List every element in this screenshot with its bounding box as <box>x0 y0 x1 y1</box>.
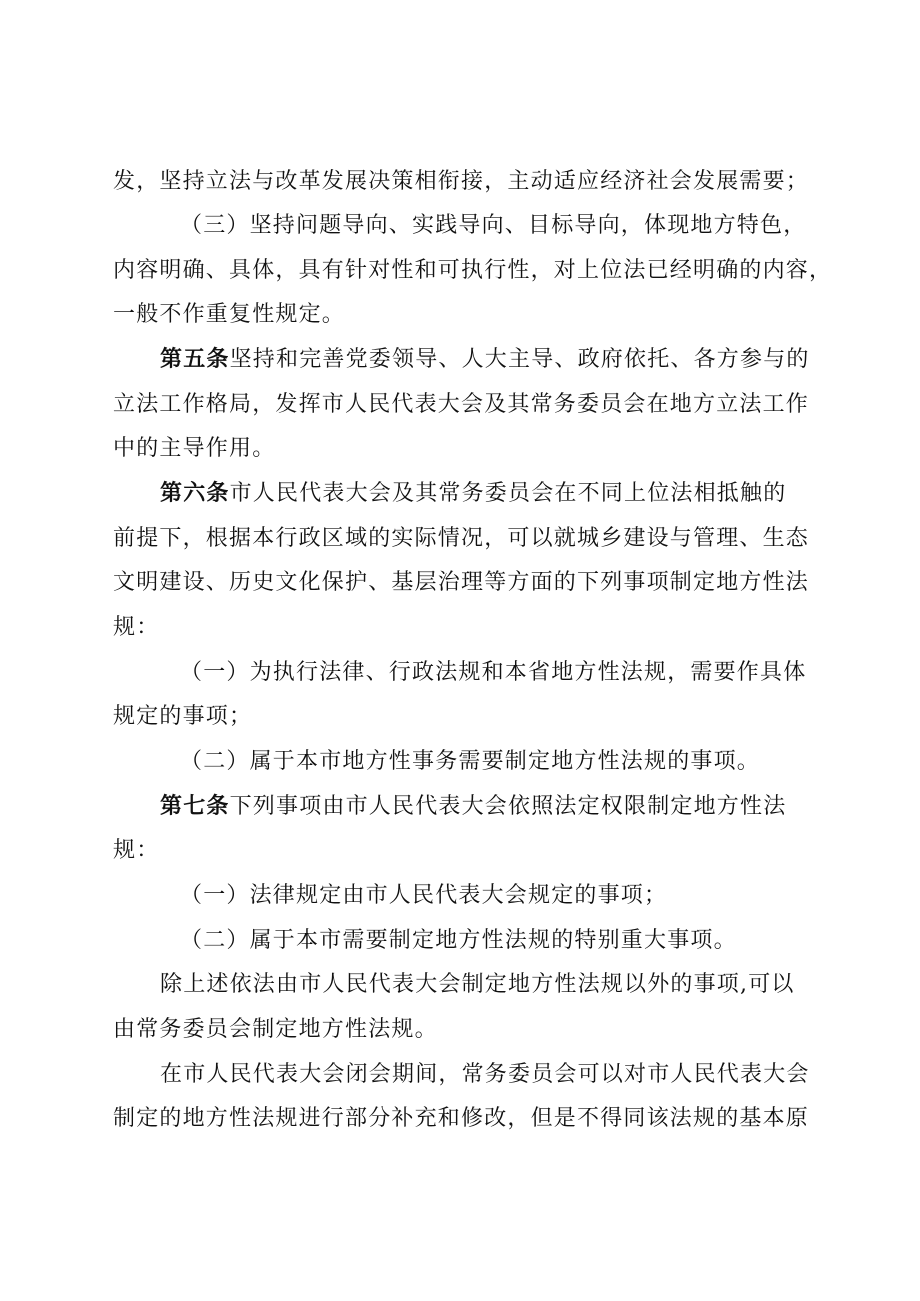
text-line: 由常务委员会制定地方性法规。 <box>113 1017 438 1042</box>
article-5-line <box>160 345 860 375</box>
text-line: 文明建设、历史文化保护、基层治理等方面的下列事项制定地方性法 <box>113 570 810 595</box>
article-7-text: 下列事项由市人民代表大会依照法定权限制定地方性法 <box>229 794 787 819</box>
text-line: 规定的事项； <box>113 704 253 729</box>
article-7-label: 第七条 <box>160 794 230 819</box>
article-6-label: 第六条 <box>160 481 230 506</box>
article-5-text: 坚持和完善党委领导、人大主导、政府依托、各方参与的 <box>229 347 810 372</box>
text-line: 除上述依法由市人民代表大会制定地方性法规以外的事项,可以 <box>160 972 795 997</box>
text-line: 制定的地方性法规进行部分补充和修改，但是不得同该法规的基本原 <box>113 1106 810 1131</box>
text-line: 中的主导作用。 <box>113 436 276 461</box>
article-7-line <box>160 792 860 822</box>
text-line: 规： <box>113 615 160 640</box>
text-line: 规： <box>113 838 160 863</box>
clause-item-1: （一）为执行法律、行政法规和本省地方性法规，需要作具体 <box>180 660 807 685</box>
article-5-label: 第五条 <box>160 347 230 372</box>
article-6-line <box>160 479 860 509</box>
text-line: 发，坚持立法与改革发展决策相衔接，主动适应经济社会发展需要； <box>113 169 810 194</box>
text-line: 内容明确、具体，具有针对性和可执行性，对上位法已经明确的内容， <box>113 258 833 283</box>
text-line: 一般不作重复性规定。 <box>113 302 346 327</box>
text-line: 前提下，根据本行政区域的实际情况，可以就城乡建设与管理、生态 <box>113 526 810 551</box>
clause-item-2: （二）属于本市地方性事务需要制定地方性法规的事项。 <box>180 749 761 774</box>
clause-item-2: （二）属于本市需要制定地方性法规的特别重大事项。 <box>180 928 737 953</box>
article-6-text: 市人民代表大会及其常务委员会在不同上位法相抵触的 <box>229 481 787 506</box>
text-line: 立法工作格局，发挥市人民代表大会及其常务委员会在地方立法工作 <box>113 392 810 417</box>
clause-item-1: （一）法律规定由市人民代表大会规定的事项； <box>180 883 668 908</box>
text-line: 在市人民代表大会闭会期间，常务委员会可以对市人民代表大会 <box>160 1062 810 1087</box>
clause-item-3: （三）坚持问题导向、实践导向、目标导向，体现地方特色， <box>180 213 807 238</box>
